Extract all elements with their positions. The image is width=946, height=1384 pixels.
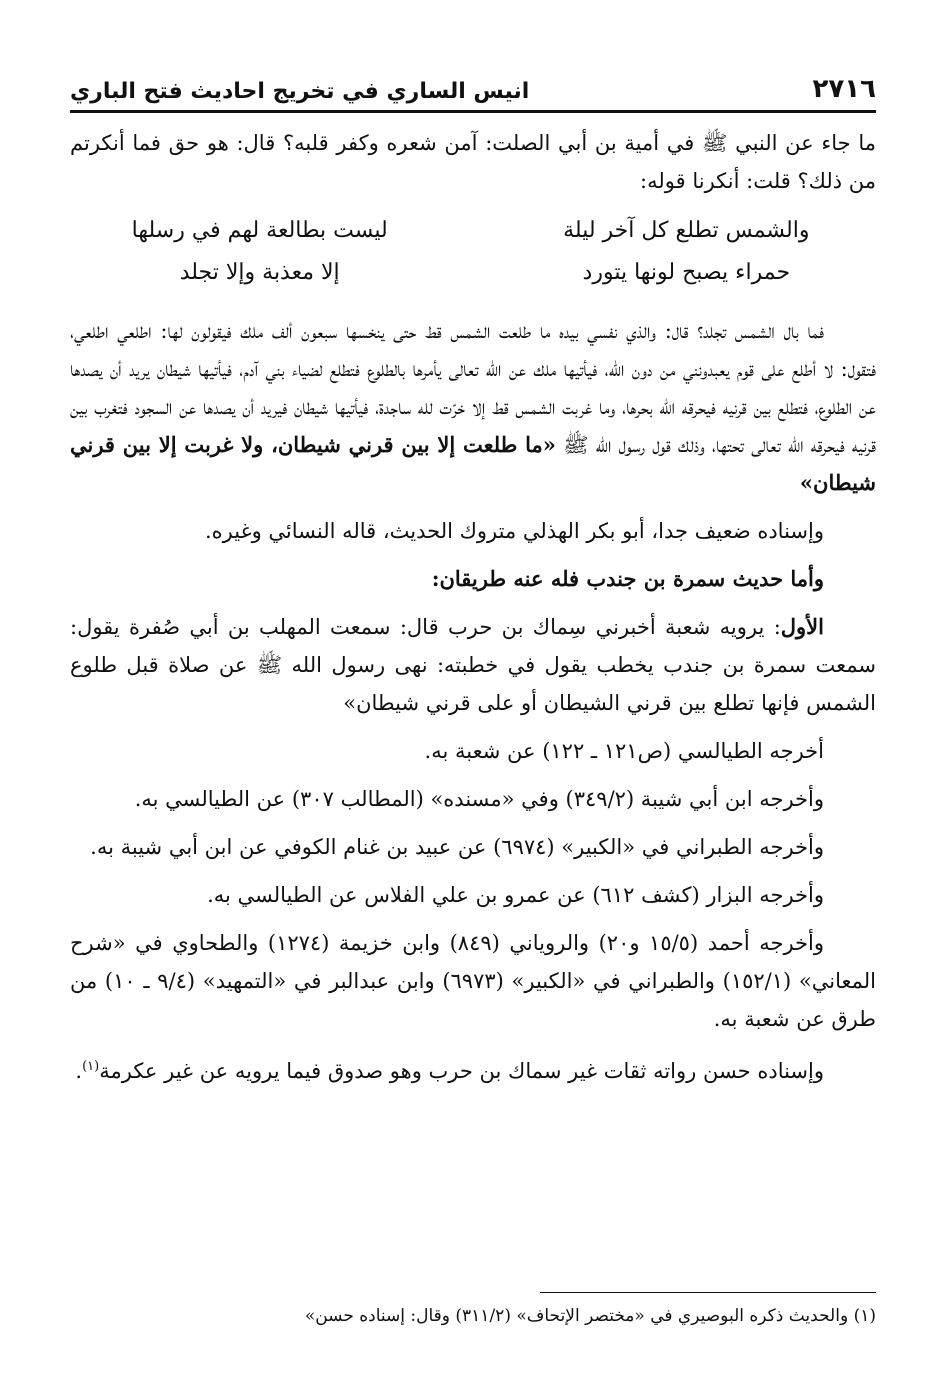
footnote-ref[interactable]: (١) [82,1059,100,1074]
paragraph-5-text: : يرويه شعبة أخبرني سِماك بن حرب قال: سمعت المهلب بن أبي صُفرة يقول: سمعت سمرة بن جندب يخطب يقول في خطبته: نهى رسول الله ﷺ عن صلاة قبل طلوع الشمس فإنها تطلع بين قرني الشيطان أو على قرني شيطان» [70,615,876,715]
paragraph-6: أخرجه الطيالسي (ص١٢١ ـ ١٢٢) عن شعبة به. [424,739,824,763]
poem [70,210,876,294]
footnote: (١) والحديث ذكره البوصيري في «مختصر الإتحاف» (٣١١/٢) وقال: إسناده حسن» [304,1306,876,1326]
section-heading: وأما حديث سمرة بن جندب فله عنه طريقان: [431,566,824,591]
paragraph-11-end: . [75,1059,83,1083]
paragraph-8: وأخرجه الطبراني في «الكبير» (٦٩٧٤) عن عبيد بن غنام الكوفي عن ابن أبي شيبة به. [90,835,824,859]
paragraph-5 [70,608,876,722]
hadith-quote: «ما طلعت إلا بين قرني شيطان، ولا غربت إلا بين قرني شيطان» [70,432,876,495]
verse-1-second-hemistich: ليست بطالعة لهم في رسلها [131,218,388,243]
poem-verse-1 [70,210,876,252]
page-number: ٢٧١٦ [812,74,876,104]
verse-2-second-hemistich: إلا معذبة وإلا تجلد [179,260,340,285]
paragraph-11 [70,1048,876,1090]
paragraph-3: وإسناده ضعيف جدا، أبو بكر الهذلي متروك الحديث، قاله النسائي وغيره. [204,519,824,543]
page-body [70,124,876,1100]
paragraph-9: وأخرجه البزار (كشف ٦١٢) عن عمرو بن علي الفلاس عن الطيالسي به. [207,883,824,907]
first-route-label: الأول [780,614,824,639]
paragraph-2 [70,312,876,502]
paragraph-7: وأخرجه ابن أبي شيبة (٣٤٩/٢) وفي «مسنده» (المطالب ٣٠٧) عن الطيالسي به. [134,787,824,811]
verse-1-first-hemistich: والشمس تطلع كل آخر ليلة [563,218,810,243]
verse-2-first-hemistich: حمراء يصبح لونها يتورد [582,260,791,285]
poem-verse-2 [70,252,876,294]
page-header [70,62,876,113]
paragraph-1: ما جاء عن النبي ﷺ في أمية بن أبي الصلت: آمن شعره وكفر قلبه؟ قال: هو حق فما أنكرتم من ذلك؟ قلت: أنكرنا قوله: [70,131,876,193]
paragraph-11-text: وإسناده حسن رواته ثقات غير سماك بن حرب وهو صدوق فيما يرويه عن غير عكرمة [99,1059,824,1083]
paragraph-2-text: فما بال الشمس تجلد؟ قال: والذي نفسي بيده ما طلعت الشمس قط حتى ينخسها سبعون ألف ملك فيقولون لها: اطلعي اطلعي، فتقول: لا أطلع على قوم يعبدونني من دون الله، فيأتيها ملك عن الله تعالى يأمرها بالطلوع فتطلع لضياء بني آدم، فيأتيها شيطان يريد أن يصدها عن الطلوع، فتطلع بين قرنيه فيحرقه الله بحرها، وما غربت الشمس قط إلا خرّت لله ساجدة، فيأتيها شيطان فيريد أن يصدها عن السجود فتغرب بين قرنيه فيحرقه الله تعالى تحتها، وذلك قول رسول الله ﷺ [70,319,876,457]
paragraph-10: وأخرجه أحمد (١٥/٥ و٢٠) والروياني (٨٤٩) وابن خزيمة (١٢٧٤) والطحاوي في «شرح المعاني» (١٥٢/١) والطبراني في «الكبير» (٦٩٧٣) وابن عبدالبر في «التمهيد» (٩/٤ ـ ١٠) من طرق عن شعبة به. [70,931,877,1031]
running-title: انيس الساري في تخريج احاديث فتح الباري [70,79,530,104]
footnote-separator [540,1292,876,1293]
